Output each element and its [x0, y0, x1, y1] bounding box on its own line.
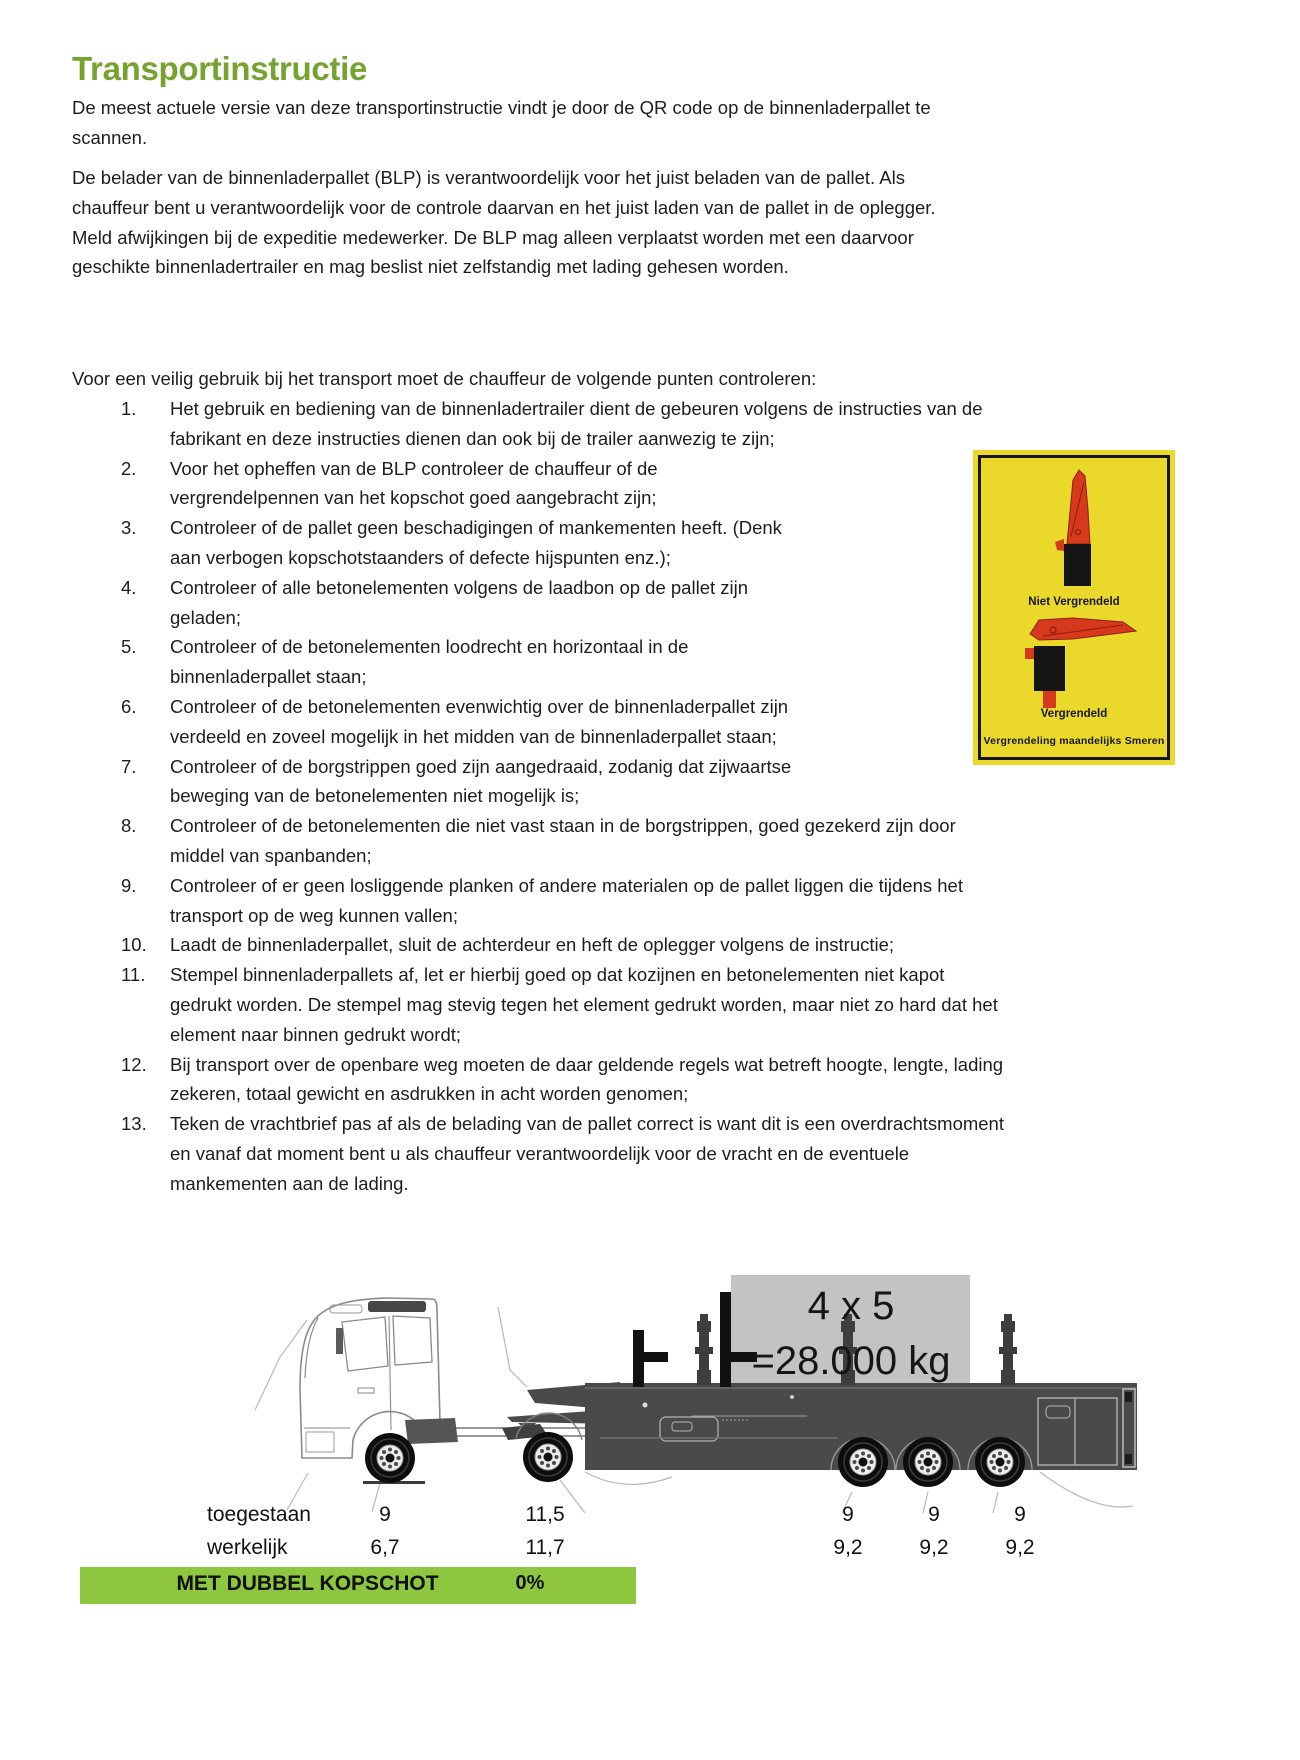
axle-value: 9	[379, 1503, 391, 1526]
checklist-item-number: 1.	[121, 398, 137, 419]
checklist-item-line: en vanaf dat moment bent u als chauffeur verantwoordelijk voor de vracht en de eventuele	[170, 1142, 910, 1164]
load-dimensions-label: 4 x 5	[807, 1284, 895, 1328]
axle-value: 11,5	[525, 1503, 565, 1526]
checklist-item	[72, 871, 1082, 931]
axle-value: 9	[1014, 1503, 1026, 1526]
paragraph-line: De belader van de binnenladerpallet (BLP) is verantwoordelijk voor het juist beladen van de pallet. Als	[72, 167, 906, 188]
checklist-item	[72, 1109, 1082, 1198]
checklist-item-line: Laadt de binnenladerpallet, sluit de achterdeur en heft de oplegger volgens de instructie;	[170, 934, 895, 956]
checklist-item-line: Controleer of er geen losliggende planken of andere materialen op de pallet liggen die tijdens het	[170, 874, 963, 896]
axle-row-label: werkelijk	[207, 1536, 288, 1559]
axle-value: 6,7	[370, 1536, 400, 1559]
checklist-item	[72, 811, 1082, 871]
lock-warning-sign	[973, 450, 1175, 765]
checklist-item-line: zekeren, totaal gewicht en asdrukken in acht worden genomen;	[170, 1083, 689, 1105]
paragraph-line: De meest actuele versie van deze transportinstructie vindt je door de QR code op de binnenladerpallet te	[72, 97, 931, 118]
checklist-item-line: element naar binnen gedrukt wordt;	[170, 1023, 462, 1045]
checklist-item	[72, 960, 1082, 1049]
paragraph-line: scannen.	[72, 126, 148, 148]
checklist-item-line: transport op de weg kunnen vallen;	[170, 904, 458, 926]
checklist-item-number: 7.	[121, 755, 137, 777]
sign-label-locked: Vergrendeld	[1040, 708, 1108, 720]
checklist-item-line: vergrendelpennen van het kopschot goed aangebracht zijn;	[170, 487, 657, 509]
checklist-item-number: 12.	[121, 1053, 147, 1075]
sign-label-lubricate: Vergrendeling maandelijks Smeren	[983, 735, 1165, 747]
checklist-item-number: 9.	[121, 874, 137, 896]
checklist-item-number: 11.	[121, 964, 146, 986]
kopschot-banner-label: MET DUBBEL KOPSCHOT	[176, 1572, 439, 1595]
checklist-item	[72, 573, 1082, 633]
checklist-item-line: aan verbogen kopschotstaanders of defecte hijspunten enz.);	[170, 546, 671, 568]
load-weight-label: =28.000 kg	[751, 1339, 951, 1383]
checklist-item-line: binnenladerpallet staan;	[170, 666, 367, 688]
axle-row-label: toegestaan	[207, 1503, 311, 1526]
intro-paragraph-2	[72, 163, 936, 282]
checklist	[72, 394, 1082, 1199]
truck-trailer-diagram	[240, 1270, 1160, 1520]
checklist-item-line: middel van spanbanden;	[170, 844, 372, 866]
intro-paragraph-1	[72, 93, 931, 153]
checklist-item-line: Voor het opheffen van de BLP controleer de chauffeur of de	[170, 457, 658, 479]
page-title: Transportinstructie	[72, 50, 368, 87]
checklist-item-number: 2.	[121, 457, 137, 479]
checklist-item-number: 5.	[121, 636, 137, 658]
checklist-item-line: Controleer of alle betonelementen volgens de laadbon op de pallet zijn	[170, 576, 749, 598]
kopschot-banner	[80, 1567, 636, 1604]
checklist-item-line: Het gebruik en bediening van de binnenladertrailer dient de gebeuren volgens de instructies van de	[170, 398, 983, 419]
checklist-item	[72, 930, 1082, 960]
checklist-item-number: 4.	[121, 576, 137, 598]
sign-label-unlocked: Niet Vergrendeld	[1028, 596, 1120, 608]
checklist-item-number: 10.	[121, 934, 147, 956]
paragraph-line: chauffeur bent u verantwoordelijk voor de controle daarvan en het juist laden van de pallet in de oplegger.	[72, 196, 936, 218]
checklist-item	[72, 752, 1082, 812]
axle-value: 9	[928, 1503, 940, 1526]
checklist-item-line: fabrikant en deze instructies dienen dan ook bij de trailer aanwezig te zijn;	[170, 427, 775, 449]
checklist-item-line: gedrukt worden. De stempel mag stevig tegen het element gedrukt worden, maar niet zo hard dat het	[170, 993, 998, 1015]
checklist-item-number: 13.	[121, 1113, 147, 1135]
checklist-item-line: Controleer of de betonelementen die niet vast staan in de borgstrippen, goed gezekerd zijn door	[170, 815, 956, 837]
checklist-item	[72, 513, 1082, 573]
checklist-item	[72, 1050, 1082, 1110]
axle-value: 9	[842, 1503, 854, 1526]
paragraph-line: Meld afwijkingen bij de expeditie medewerker. De BLP mag alleen verplaatst worden met een daarvoor	[72, 226, 914, 248]
checklist-item-line: Stempel binnenladerpallets af, let er hierbij goed op dat kozijnen en betonelementen niet kapot	[170, 964, 945, 986]
checklist-item-line: Controleer of de betonelementen evenwichtig over de binnenladerpallet zijn	[170, 695, 789, 717]
checklist-item-line: mankementen aan de lading.	[170, 1172, 409, 1194]
checklist-item	[72, 632, 1082, 692]
checklist-item-line: Controleer of de borgstrippen goed zijn aangedraaid, zodanig dat zijwaartse	[170, 755, 792, 777]
checklist-item-line: Bij transport over de openbare weg moeten de daar geldende regels wat betreft hoogte, lengte, lading	[170, 1053, 1004, 1075]
checklist-item-line: geladen;	[170, 606, 241, 628]
trailer	[507, 1382, 1137, 1487]
checklist-item-number: 3.	[121, 517, 137, 539]
checklist-item	[72, 692, 1082, 752]
paragraph-line: geschikte binnenladertrailer en mag beslist niet zelfstandig met lading gehesen worden.	[72, 256, 789, 278]
axle-value: 9,2	[919, 1536, 949, 1559]
axle-value: 11,7	[525, 1536, 565, 1559]
checklist-item-line: verdeeld en zoveel mogelijk in het midden van de binnenladerpallet staan;	[170, 725, 777, 747]
checklist-heading: Voor een veilig gebruik bij het transport moet de chauffeur de volgende punten controleren:	[72, 368, 817, 389]
checklist-item-line: beweging van de betonelementen niet mogelijk is;	[170, 785, 580, 807]
axle-value: 9,2	[833, 1536, 863, 1559]
checklist-item-line: Controleer of de betonelementen loodrecht en horizontaal in de	[170, 636, 689, 658]
checklist-item-line: Controleer of de pallet geen beschadigingen of mankementen heeft. (Denk	[170, 517, 782, 539]
checklist-item-number: 8.	[121, 815, 137, 837]
checklist-item-number: 6.	[121, 695, 137, 717]
checklist-item	[72, 454, 1082, 514]
kopschot-banner-value: 0%	[515, 1572, 545, 1594]
axle-value: 9,2	[1005, 1536, 1035, 1559]
checklist-item	[72, 394, 1082, 454]
checklist-item-line: Teken de vrachtbrief pas af als de belading van de pallet correct is want dit is een overdrachtsmoment	[170, 1113, 1004, 1135]
